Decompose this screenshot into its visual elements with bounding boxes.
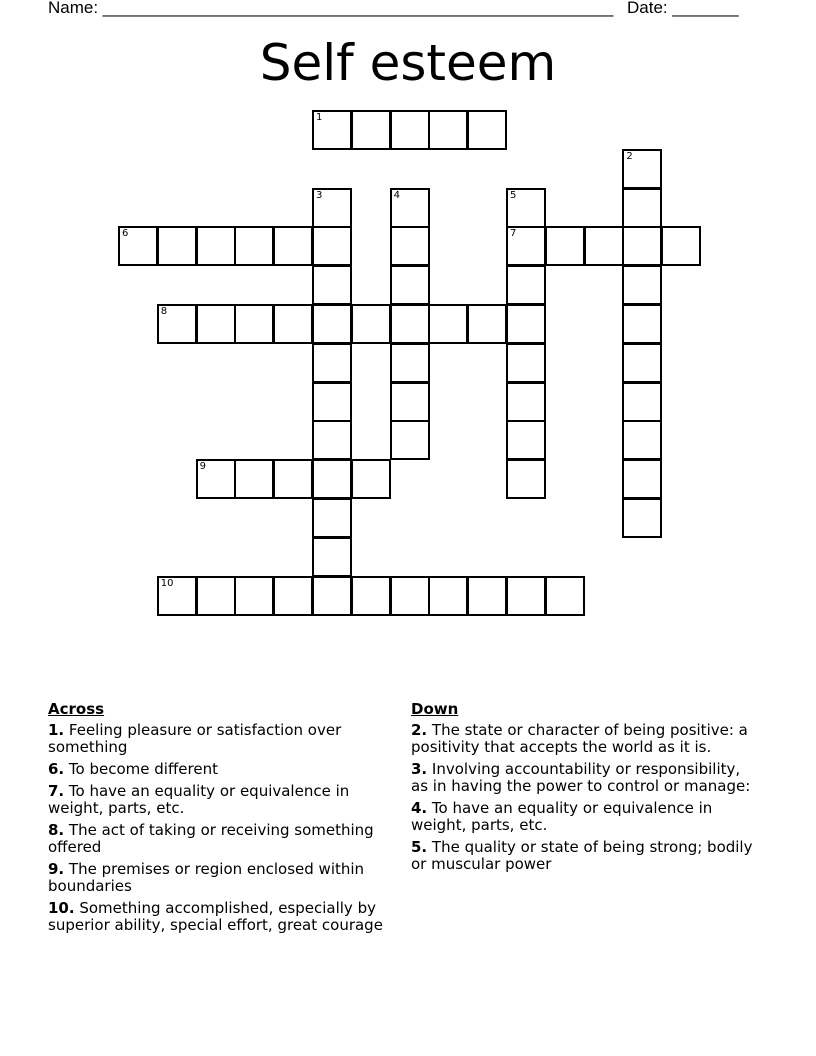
clue-number: 7 xyxy=(510,228,517,240)
grid-cell[interactable] xyxy=(273,459,313,499)
grid-cell[interactable] xyxy=(312,382,352,422)
grid-cell[interactable] xyxy=(506,226,546,266)
clue-number: 10 xyxy=(160,577,174,589)
grid-cell[interactable] xyxy=(234,226,274,266)
clue-down-3: 3. Involving accountability or responsibility, as in having the power to control or manage: xyxy=(411,760,751,795)
grid-cell[interactable] xyxy=(506,304,546,344)
grid-cell[interactable] xyxy=(351,576,391,616)
clue-across-9: 9. The premises or region enclosed within boundaries xyxy=(48,860,365,895)
grid-cell[interactable] xyxy=(622,498,662,538)
grid-cell[interactable] xyxy=(390,226,430,266)
grid-cell[interactable] xyxy=(622,382,662,422)
grid-cell[interactable] xyxy=(118,226,158,266)
puzzle-title: Self esteem xyxy=(259,34,557,92)
grid-cell[interactable] xyxy=(312,110,352,150)
grid-cell[interactable] xyxy=(390,343,430,383)
clue-number: 8 xyxy=(160,306,168,317)
grid-cell[interactable] xyxy=(390,304,430,344)
clue-across-10: 10. Something accomplished, especially by superior ability, special effort, great courage xyxy=(48,899,383,934)
grid-cell[interactable] xyxy=(428,110,468,150)
down-heading: Down xyxy=(411,700,459,718)
down-clues xyxy=(411,701,761,878)
grid-cell[interactable] xyxy=(506,576,546,616)
clue-down-2: 2. The state or character of being positive: a positivity that accepts the world as it is. xyxy=(411,721,748,756)
grid-cell[interactable] xyxy=(428,576,468,616)
grid-cell[interactable] xyxy=(157,304,197,344)
grid-cell[interactable] xyxy=(312,420,352,460)
grid-cell[interactable] xyxy=(312,343,352,383)
grid-cell[interactable] xyxy=(506,188,546,228)
grid-cell[interactable] xyxy=(196,304,236,344)
grid-cell[interactable] xyxy=(390,265,430,305)
clue-number: 3 xyxy=(316,189,323,201)
grid-cell[interactable] xyxy=(584,226,624,266)
grid-cell[interactable] xyxy=(467,110,507,150)
grid-cell[interactable] xyxy=(506,265,546,305)
grid-cell[interactable] xyxy=(312,226,352,266)
grid-cell[interactable] xyxy=(390,188,430,228)
grid-cell[interactable] xyxy=(390,576,430,616)
name-field[interactable]: Name: ______________________________________________________ xyxy=(48,0,614,17)
grid-cell[interactable] xyxy=(312,265,352,305)
grid-cell[interactable] xyxy=(390,420,430,460)
grid-cell[interactable] xyxy=(622,343,662,383)
clue-number: 5 xyxy=(510,189,517,201)
grid-cell[interactable] xyxy=(312,576,352,616)
grid-cell[interactable] xyxy=(351,110,391,150)
grid-cell[interactable] xyxy=(467,304,507,344)
clue-number: 2 xyxy=(626,150,633,162)
clue-across-1: 1. Feeling pleasure or satisfaction over something xyxy=(48,721,342,756)
grid-cell[interactable] xyxy=(467,576,507,616)
grid-cell[interactable] xyxy=(312,459,352,499)
grid-cell[interactable] xyxy=(622,265,662,305)
grid-cell[interactable] xyxy=(157,226,197,266)
clue-across-6: 6. To become different xyxy=(48,760,218,778)
grid-cell[interactable] xyxy=(351,459,391,499)
grid-cell[interactable] xyxy=(273,304,313,344)
grid-cell[interactable] xyxy=(506,459,546,499)
grid-cell[interactable] xyxy=(622,459,662,499)
grid-cell[interactable] xyxy=(312,304,352,344)
grid-cell[interactable] xyxy=(351,304,391,344)
grid-cell[interactable] xyxy=(622,226,662,266)
grid-cell[interactable] xyxy=(312,188,352,228)
clue-number: 6 xyxy=(122,228,129,240)
grid-cell[interactable] xyxy=(390,110,430,150)
grid-cell[interactable] xyxy=(545,576,585,616)
clue-number: 1 xyxy=(316,112,323,123)
grid-cell[interactable] xyxy=(273,576,313,616)
grid-cell[interactable] xyxy=(196,226,236,266)
grid-cell[interactable] xyxy=(390,382,430,422)
grid-cell[interactable] xyxy=(428,304,468,344)
across-heading: Across xyxy=(48,700,105,718)
clue-across-7: 7. To have an equality or equivalence in weight, parts, etc. xyxy=(48,782,350,817)
clue-number: 9 xyxy=(199,461,206,473)
grid-cell[interactable] xyxy=(506,420,546,460)
grid-cell[interactable] xyxy=(273,226,313,266)
grid-cell[interactable] xyxy=(234,459,274,499)
grid-cell[interactable] xyxy=(622,188,662,228)
grid-cell[interactable] xyxy=(312,537,352,577)
grid-cell[interactable] xyxy=(506,382,546,422)
grid-cell[interactable] xyxy=(622,304,662,344)
grid-cell[interactable] xyxy=(196,576,236,616)
clue-down-5: 5. The quality or state of being strong; bodily or muscular power xyxy=(411,838,753,873)
grid-cell[interactable] xyxy=(196,459,236,499)
date-field[interactable]: Date: _______ xyxy=(627,0,739,17)
grid-cell[interactable] xyxy=(622,149,662,189)
grid-cell[interactable] xyxy=(545,226,585,266)
grid-cell[interactable] xyxy=(622,420,662,460)
grid-cell[interactable] xyxy=(234,576,274,616)
clue-down-4: 4. To have an equality or equivalence in weight, parts, etc. xyxy=(411,799,713,834)
grid-cell[interactable] xyxy=(312,498,352,538)
across-clues xyxy=(48,701,404,939)
clue-across-8: 8. The act of taking or receiving something offered xyxy=(48,821,374,856)
grid-cell[interactable] xyxy=(234,304,274,344)
clue-number: 4 xyxy=(393,189,400,201)
grid-cell[interactable] xyxy=(157,576,197,616)
grid-cell[interactable] xyxy=(506,343,546,383)
grid-cell[interactable] xyxy=(661,226,701,266)
